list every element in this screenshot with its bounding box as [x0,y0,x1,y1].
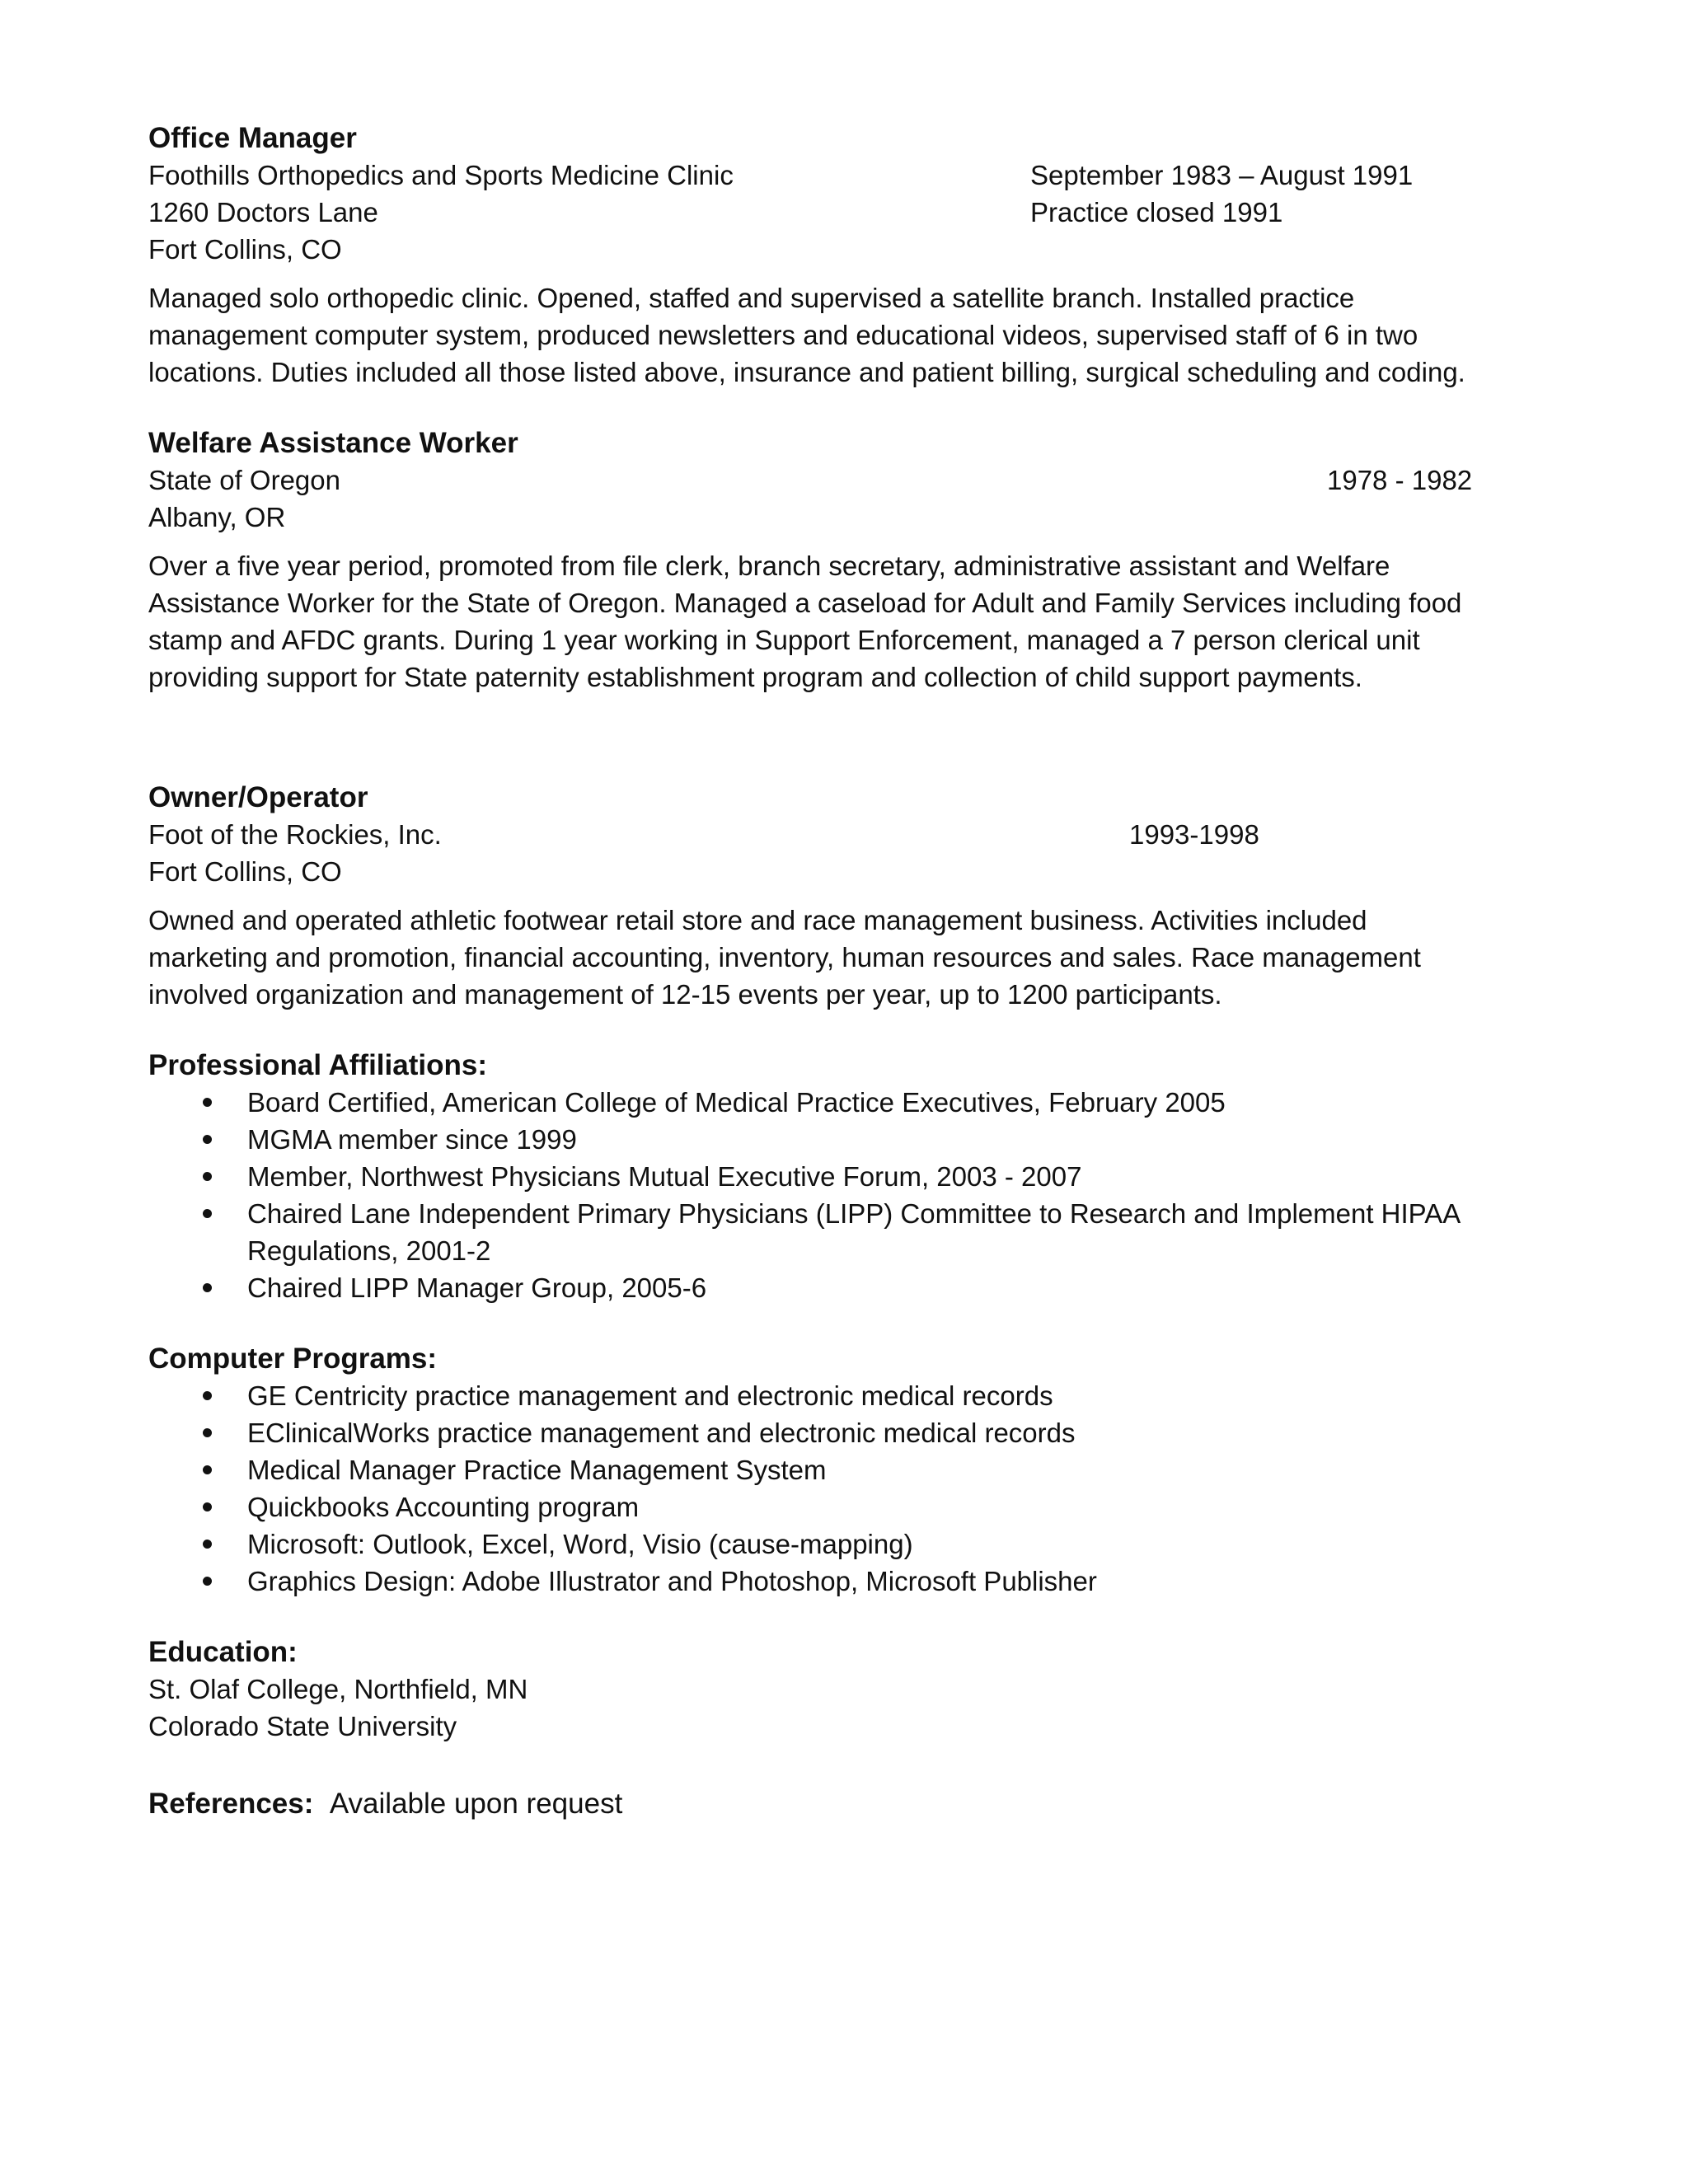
list-item: Graphics Design: Adobe Illustrator and Photoshop, Microsoft Publisher [148,1563,1533,1600]
resume-page [148,120,1533,1822]
section-title: Professional Affiliations: [148,1049,487,1081]
computer-programs-list [148,1377,1533,1600]
employer-location: Fort Collins, CO [148,856,342,887]
bullet-icon [203,1428,212,1437]
list-item: Chaired Lane Independent Primary Physicians (LIPP) Committee to Research and Implement HIPAA Regulations, 2001-2 [148,1195,1533,1269]
education-line: St. Olaf College, Northfield, MN [148,1674,528,1704]
list-item: Quickbooks Accounting program [148,1488,1533,1526]
affiliations-list [148,1084,1533,1306]
bullet-icon [203,1209,212,1218]
employer-location: Fort Collins, CO [148,234,342,265]
description-line: Over a five year period, promoted from file clerk, branch secretary, administrative assistant and Welfare [148,551,1390,581]
job-title: Welfare Assistance Worker [148,427,518,459]
list-item: Microsoft: Outlook, Excel, Word, Visio (cause-mapping) [148,1526,1533,1563]
description-line: Owned and operated athletic footwear retail store and race management business. Activities included [148,905,1367,935]
description-line: Assistance Worker for the State of Oregon. Managed a caseload for Adult and Family Services including food [148,588,1462,618]
job-title: Office Manager [148,122,357,154]
job-line [148,462,1533,499]
bullet-icon [203,1540,212,1549]
job-description [148,902,1533,1013]
job-dates: 1993-1998 [1129,819,1259,850]
job-line [148,194,1533,231]
bullet-icon [203,1135,212,1144]
job-dates: September 1983 – August 1991 [1030,160,1414,190]
references [148,1786,1533,1822]
bullet-icon [203,1465,212,1474]
list-item: MGMA member since 1999 [148,1121,1533,1158]
job-note: Practice closed 1991 [1030,197,1283,227]
professional-affiliations [148,1047,1533,1306]
description-line: stamp and AFDC grants. During 1 year working in Support Enforcement, managed a 7 person clerical unit [148,625,1420,655]
job-line [148,499,1533,536]
job-line [148,816,1533,853]
description-line: providing support for State paternity establishment program and collection of child support payments. [148,662,1362,692]
list-item: Board Certified, American College of Medical Practice Executives, February 2005 [148,1084,1533,1121]
job-welfare-assistance-worker [148,425,1533,696]
employer-name: Foothills Orthopedics and Sports Medicine Clinic [148,160,734,190]
employer-name: State of Oregon [148,465,340,495]
description-line: involved organization and management of 12-15 events per year, up to 1200 participants. [148,979,1222,1010]
education [148,1634,1533,1745]
job-line [148,853,1533,890]
job-description [148,279,1533,391]
bullet-icon [203,1283,212,1292]
list-item: Medical Manager Practice Management System [148,1451,1533,1488]
education-line: Colorado State University [148,1711,457,1741]
job-owner-operator [148,780,1533,1013]
employer-name: Foot of the Rockies, Inc. [148,819,442,850]
description-line: management computer system, produced newsletters and educational videos, supervised staff of 6 in two [148,320,1418,350]
description-line: Managed solo orthopedic clinic. Opened, staffed and supervised a satellite branch. Installed practice [148,283,1355,313]
references-label: References: [148,1788,314,1820]
job-line [148,231,1533,268]
job-title: Owner/Operator [148,781,368,813]
list-item: Chaired LIPP Manager Group, 2005-6 [148,1269,1533,1306]
bullet-icon [203,1577,212,1586]
job-description [148,547,1533,696]
bullet-icon [203,1172,212,1181]
description-line: marketing and promotion, financial accounting, inventory, human resources and sales. Race management [148,942,1421,972]
section-title: Education: [148,1636,298,1668]
job-office-manager [148,120,1533,391]
job-line [148,157,1533,194]
bullet-icon [203,1391,212,1400]
list-item: GE Centricity practice management and electronic medical records [148,1377,1533,1414]
computer-programs [148,1341,1533,1600]
employer-address: 1260 Doctors Lane [148,197,378,227]
section-title: Computer Programs: [148,1343,438,1375]
job-dates: 1978 - 1982 [1327,465,1473,495]
bullet-icon [203,1098,212,1107]
bullet-icon [203,1502,212,1511]
description-line: locations. Duties included all those listed above, insurance and patient billing, surgical scheduling and coding. [148,357,1465,387]
references-line [148,1786,1533,1822]
list-item: Member, Northwest Physicians Mutual Executive Forum, 2003 - 2007 [148,1158,1533,1195]
list-item: EClinicalWorks practice management and electronic medical records [148,1414,1533,1451]
employer-location: Albany, OR [148,502,286,532]
references-value: Available upon request [329,1788,623,1820]
